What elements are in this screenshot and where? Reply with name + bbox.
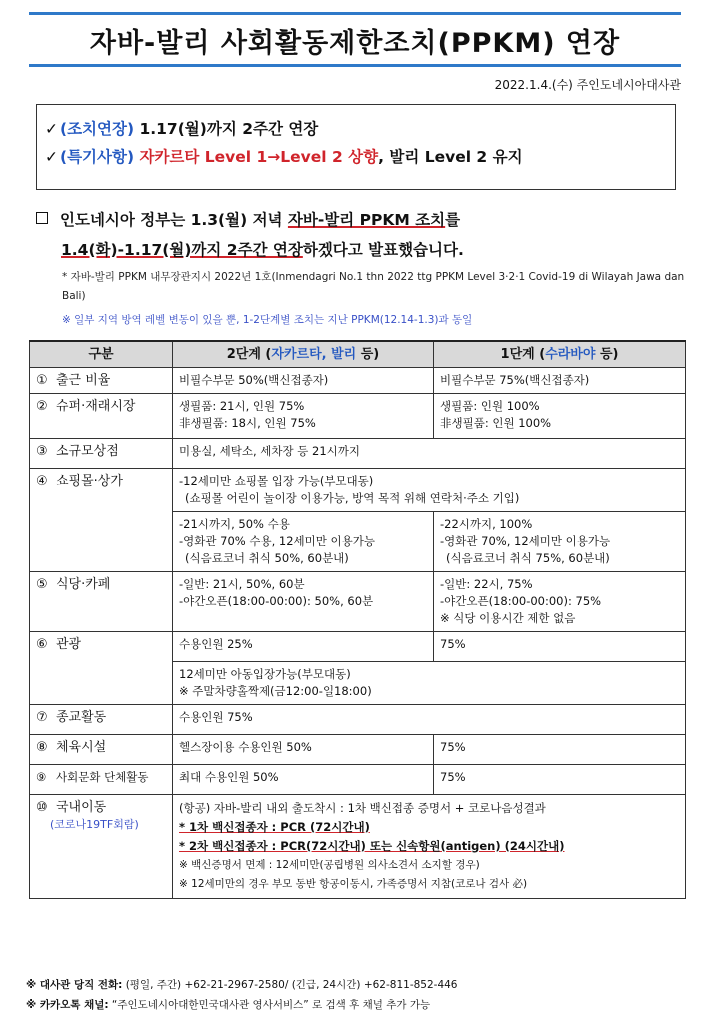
lead-text-a: 인도네시아 정부는 1.3(월) 저녁 — [60, 211, 288, 229]
row-category: ⑤ 식당·카페 — [30, 572, 173, 632]
title-rule-bottom — [29, 64, 681, 67]
row-category: ⑥ 관광 — [30, 632, 173, 705]
lead-text-e: 하겠다고 발표했습니다. — [302, 241, 464, 259]
both-levels-cell: (항공) 자바-발리 내외 출도착시 : 1차 백신접종 증명서 + 코로나음성결과 * 1차 백신접종자 : PCR (72시간내) * 2차 백신접종자 : PCR(72시간내) 또는 신속항원(antigen) (24시간내) ※ 백신증명서 면제 : 12세미만(공립병원 의사소견서 소지할 경우) ※ 12세미만의 경우 부모 동반 항공이동시, 가족증명서 지참(코로나 검사 必) — [173, 795, 686, 899]
check-icon: ✓ — [45, 120, 58, 138]
row-category: ⑧ 체육시설 — [30, 735, 173, 765]
table-row — [30, 469, 686, 512]
summary-text-1: 1.17(월)까지 2주간 연장 — [139, 120, 319, 138]
summary-tag-1: (조치연장) — [60, 120, 135, 138]
summary-box — [36, 104, 676, 190]
both-levels-cell: -12세미만 쇼핑몰 입장 가능(부모대동) (쇼핑몰 어린이 놀이장 이용가능, 방역 목적 위해 연락처·주소 기입) — [173, 469, 686, 512]
lead-text-c: 를 — [445, 211, 461, 229]
table-row — [30, 368, 686, 394]
level1-cell: 비필수부문 75%(백신접종자) — [434, 368, 686, 394]
level1-cell: 75% — [434, 765, 686, 795]
row-category: ② 슈퍼·재래시장 — [30, 394, 173, 439]
header-level1: 1단계 (수라바야 등) — [434, 341, 686, 368]
lead-paragraph — [36, 205, 676, 265]
table-header-row — [30, 341, 686, 368]
lead-text-d: 1.4(화)-1.17(월)까지 2주간 연장 — [61, 241, 303, 259]
row-category: ③ 소규모상점 — [30, 439, 173, 469]
both-levels-cell: 수용인원 75% — [173, 705, 686, 735]
level1-cell: -일반: 22시, 75% -야간오픈(18:00-00:00): 75% ※ 식당 이용시간 제한 없음 — [434, 572, 686, 632]
footer-phone-line: ※ 대사관 당직 전화: (평일, 주간) +62-21-2967-2580/ (긴급, 24시간) +62-811-852-446 — [26, 979, 458, 991]
both-levels-cell: 미용실, 세탁소, 세차장 등 21시까지 — [173, 439, 686, 469]
header-category: 구분 — [30, 341, 173, 368]
table-row — [30, 735, 686, 765]
row-category: ④ 쇼핑몰·상가 — [30, 469, 173, 572]
table-row — [30, 572, 686, 632]
footer — [26, 975, 457, 1015]
row-category: ⑩ 국내이동 (코로나19TF회람) — [30, 795, 173, 899]
level2-cell: 헬스장이용 수용인원 50% — [173, 735, 434, 765]
level2-cell: -일반: 21시, 50%, 60분 -야간오픈(18:00-00:00): 50%, 60분 — [173, 572, 434, 632]
table-row — [30, 632, 686, 662]
level2-cell: 비필수부문 50%(백신접종자) — [173, 368, 434, 394]
summary-line-2 — [45, 143, 675, 171]
summary-red-text: 자카르타 Level 1→Level 2 상향 — [139, 148, 379, 166]
both-levels-cell: 12세미만 아동입장가능(부모대동) ※ 주말차량홀짝제(금12:00-일18:00) — [173, 662, 686, 705]
check-icon: ✓ — [45, 148, 58, 166]
row-category: ⑦ 종교활동 — [30, 705, 173, 735]
legal-basis-note: * 자바-발리 PPKM 내무장관지시 2022년 1호(Inmendagri No.1 thn 2022 ttg PPKM Level 3·2·1 Covid-19 di Wilayah Jawa dan Bali) — [62, 271, 685, 302]
table-row — [30, 705, 686, 735]
summary-tail-text: , 발리 Level 2 유지 — [378, 148, 523, 166]
summary-tag-2: (특기사항) — [60, 148, 135, 166]
table-row — [30, 439, 686, 469]
level2-cell: 최대 수용인원 50% — [173, 765, 434, 795]
level1-cell: 75% — [434, 632, 686, 662]
row-category: ① 출근 비율 — [30, 368, 173, 394]
table-row — [30, 795, 686, 899]
measures-table — [29, 340, 686, 899]
level1-cell: -22시까지, 100% -영화관 70%, 12세미만 이용가능 (식음료코너 취식 75%, 60분내) — [434, 512, 686, 572]
level2-cell: -21시까지, 50% 수용 -영화관 70% 수용, 12세미만 이용가능 (식음료코너 취식 50%, 60분내) — [173, 512, 434, 572]
level-change-note: ※ 일부 지역 방역 레벨 변동이 있을 뿐, 1-2단계별 조치는 지난 PPKM(12.14-1.3)과 동일 — [62, 314, 473, 326]
header-level2: 2단계 (자카르타, 발리 등) — [173, 341, 434, 368]
checkbox-bullet-icon — [36, 212, 48, 224]
level1-cell: 75% — [434, 735, 686, 765]
summary-line-1 — [45, 115, 675, 143]
row-category: ⑨ 사회문화 단체활동 — [30, 765, 173, 795]
lead-text-b: 자바-발리 PPKM 조치 — [287, 211, 446, 229]
level1-cell: 생필품: 인원 100% 非생필품: 인원 100% — [434, 394, 686, 439]
page-title: 자바-발리 사회활동제한조치(PPKM) 연장 — [89, 28, 621, 59]
title-block — [29, 12, 681, 67]
row-subtitle: (코로나19TF회람) — [50, 818, 139, 831]
table-row — [30, 394, 686, 439]
date-line: 2022.1.4.(수) 주인도네시아대사관 — [494, 78, 681, 92]
level2-cell: 생필품: 21시, 인원 75% 非생필품: 18시, 인원 75% — [173, 394, 434, 439]
footer-kakao-line: ※ 카카오톡 채널: “주인도네시아대한민국대사관 영사서비스” 로 검색 후 채널 추가 가능 — [26, 999, 431, 1011]
level2-cell: 수용인원 25% — [173, 632, 434, 662]
table-row — [30, 765, 686, 795]
